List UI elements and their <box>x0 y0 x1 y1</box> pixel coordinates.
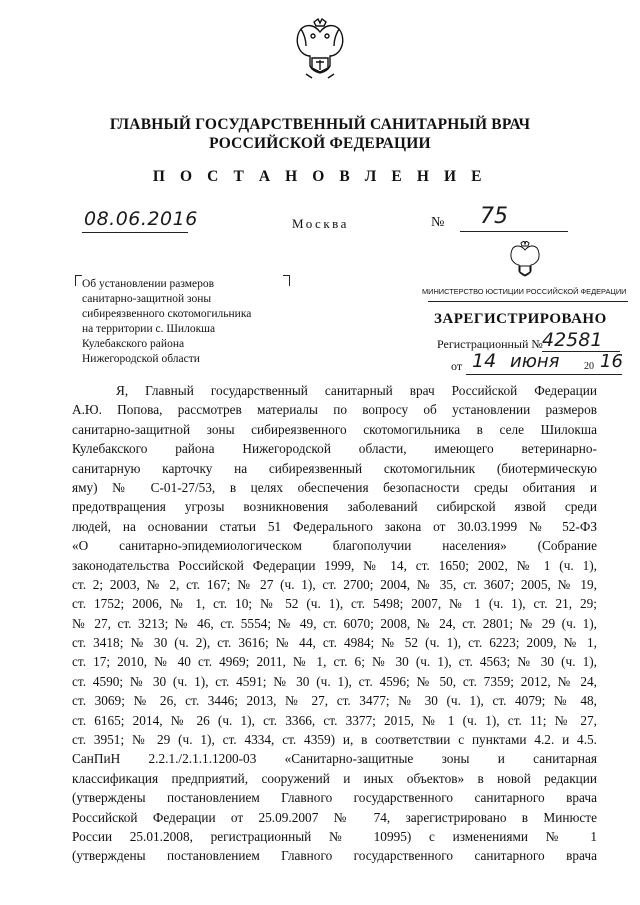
registration-stamp <box>420 237 628 382</box>
body-line: ст. 3951; № 29 (ч. 1), ст. 4334, ст. 4359) и, в соответствии с пунктами 4.2. и 4.5. <box>72 732 597 748</box>
body-line: ст. 1752; 2006, № 1, ст. 10; № 52 (ч. 1), ст. 5498; 2007, № 1 (ч. 1), ст. 21, 29; <box>72 596 597 612</box>
subject-block <box>82 277 290 369</box>
body-line: Российской Федерации от 25.09.2007 № 74, зарегистрировано в Минюсте <box>72 809 597 825</box>
body-line: А.Ю. Попова, рассмотрев материалы по вопросу об установлении размеров <box>72 402 597 418</box>
document-city: Москва <box>292 216 349 231</box>
body-line: яму) № С-01-27/53, в целях обеспечения безопасности среды обитания и <box>72 479 597 495</box>
stamp-divider <box>428 301 628 302</box>
body-line: санитарно-защитной зоны сибиреязвенного скотомогильника в селе Шилокша <box>72 421 597 437</box>
document-date-field <box>82 208 198 233</box>
body-line: предотвращения угрозы возникновения заболеваний сибирской язвой среди <box>72 499 597 515</box>
body-line: людей, на основании статьи 51 Федерального закона от 30.03.1999 № 52-ФЗ <box>72 518 597 534</box>
state-emblem-icon <box>292 18 348 80</box>
body-line: ст. 4590; № 30 (ч. 1), ст. 4591; № 30 (ч. 1), ст. 4596; № 50, ст. 7359; 2012, № 24, <box>72 673 597 689</box>
body-line: ст. 3418; № 30 (ч. 2), ст. 3616; № 44, ст. 4984; № 52 (ч. 1), ст. 6223; 2009, № 1, <box>72 635 597 651</box>
body-line: ст. 6165; 2014, № 26 (ч. 1), ст. 3366, ст. 3377; 2015, № 1 (ч. 1), ст. 11; № 27, <box>72 712 597 728</box>
body-line: (утверждены постановлением Главного государственного санитарного врача <box>72 790 597 806</box>
subject-line: сибиреязвенного скотомогильника <box>82 308 252 320</box>
stamp-ministry: МИНИСТЕРСТВО ЮСТИЦИИ РОССИЙСКОЙ ФЕДЕРАЦИИ <box>422 287 627 296</box>
issuer-title-line2: РОССИЙСКОЙ ФЕДЕРАЦИИ <box>209 135 431 152</box>
body-line: ст. 3069; № 26, ст. 3446; 2013, № 27, ст. 3477; № 30 (ч. 1), ст. 4079; № 48, <box>72 693 597 709</box>
subject-line: Кулебакского района <box>82 338 185 350</box>
body-line: (утверждены постановлением Главного государственного санитарного врача <box>72 848 597 864</box>
body-line: Кулебакского района Нижегородской области, имеющего ветеринарно- <box>72 441 597 457</box>
stamp-date-underline <box>466 374 622 375</box>
body-line: ст. 2; 2003, № 2, ст. 167; № 27 (ч. 1), ст. 2700; 2004, № 35, ст. 3607; 2005, № 19, <box>72 576 597 592</box>
body-line: «О санитарно-эпидемиологическом благополучии населения» (Собрание <box>72 538 597 554</box>
subject-line: санитарно-защитной зоны <box>82 293 212 305</box>
document-number-field <box>460 204 568 232</box>
stamp-emblem-icon <box>508 241 542 279</box>
subject-corner-right <box>283 275 290 286</box>
subject-line: на территории с. Шилокша <box>82 323 216 335</box>
body-line: Я, Главный государственный санитарный врач Российской Федерации <box>116 383 597 398</box>
stamp-registered: ЗАРЕГИСТРИРОВАНО <box>434 311 607 327</box>
subject-line: Об установлении размеров <box>82 278 215 290</box>
stamp-reg-number-label: Регистрационный № <box>437 337 543 351</box>
body-line: России 25.01.2008, регистрационный № 10995) с изменениями № 1 <box>72 828 597 844</box>
body-line: № 27, ст. 3213; № 46, ст. 5554; № 49, ст. 6070; 2008, № 24, ст. 2801; № 29 (ч. 1), <box>72 615 597 631</box>
body-line: классификация предприятий, сооружений и иных объектов» в новой редакции <box>72 770 597 786</box>
stamp-date-year-prefix: 20 <box>584 361 594 372</box>
body-line: ст. 17; 2010, № 40 ст. 4969; 2011, № 1, ст. 6; № 30 (ч. 1), ст. 4563; № 30 (ч. 1), <box>72 654 597 670</box>
document-date: 08.06.2016 <box>84 208 198 230</box>
stamp-date-day: 14 <box>472 350 497 372</box>
subject-corner-left <box>75 275 82 286</box>
body-line: законодательства Российской Федерации 1999, № 14, ст. 1650; 2002, № 1 (ч. 1), <box>72 557 597 573</box>
body-text <box>72 381 597 866</box>
stamp-reg-number: 42581 <box>542 329 603 351</box>
document-number: 75 <box>480 204 508 229</box>
stamp-date-prefix: от <box>451 359 463 373</box>
document-number-label: № <box>431 215 445 230</box>
body-line: санитарную карточку на сибиреязвенный скотомогильник (биотермическую <box>72 460 597 476</box>
body-line: СанПиН 2.2.1./2.1.1.1200-03 «Санитарно-защитные зоны и санитарная <box>72 751 597 767</box>
stamp-date-month: июня <box>510 351 560 372</box>
subject-line: Нижегородской области <box>82 353 200 365</box>
document-type-title: П О С Т А Н О В Л Е Н И Е <box>152 168 488 185</box>
stamp-date-year: 16 <box>600 351 623 372</box>
issuer-title-line1: ГЛАВНЫЙ ГОСУДАРСТВЕННЫЙ САНИТАРНЫЙ ВРАЧ <box>109 116 531 133</box>
